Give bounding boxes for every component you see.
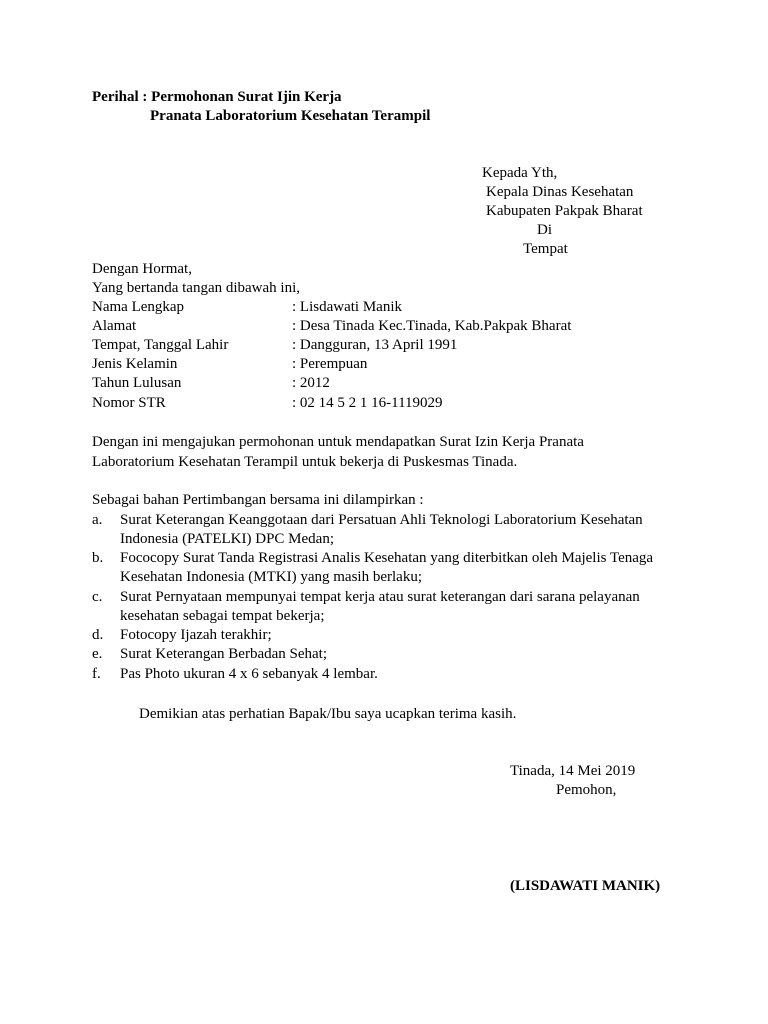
identity-value-graduation: : 2012: [292, 375, 330, 391]
attachment-text: kesehatan sebagai tempat bekerja;: [120, 608, 325, 624]
attachments-intro: Sebagai bahan Pertimbangan bersama ini dilampirkan :: [92, 492, 424, 508]
recipient-line-2: Kepala Dinas Kesehatan: [486, 184, 634, 200]
identity-label-gender: Jenis Kelamin: [92, 356, 178, 372]
attachment-text: Pas Photo ukuran 4 x 6 sebanyak 4 lembar.: [120, 666, 378, 682]
attachment-text: Surat Keterangan Keanggotaan dari Persatuan Ahli Teknologi Laboratorium Kesehatan: [120, 512, 643, 528]
request-line-2: Laboratorium Kesehatan Terampil untuk bekerja di Puskesmas Tinada.: [92, 454, 518, 470]
recipient-line-5: Tempat: [523, 241, 568, 257]
signature-name: (LISDAWATI MANIK): [510, 878, 661, 894]
attachment-marker: c.: [92, 589, 103, 605]
identity-label-address: Alamat: [92, 318, 137, 334]
identity-value-name: : Lisdawati Manik: [292, 299, 402, 315]
closing-text: Demikian atas perhatian Bapak/Ibu saya ucapkan terima kasih.: [139, 706, 517, 722]
identity-value-address: : Desa Tinada Kec.Tinada, Kab.Pakpak Bharat: [292, 318, 572, 334]
identity-value-str: : 02 14 5 2 1 16-1119029: [292, 395, 443, 411]
signature-place-date: Tinada, 14 Mei 2019: [510, 763, 636, 779]
recipient-line-3: Kabupaten Pakpak Bharat: [486, 203, 643, 219]
signature-role: Pemohon,: [556, 782, 617, 798]
attachment-text: Indonesia (PATELKI) DPC Medan;: [120, 531, 335, 547]
greeting: Dengan Hormat,: [92, 261, 192, 277]
attachment-marker: f.: [92, 666, 101, 682]
attachment-marker: a.: [92, 512, 103, 528]
identity-value-gender: : Perempuan: [292, 356, 368, 372]
subject-line-2: Pranata Laboratorium Kesehatan Terampil: [150, 108, 431, 124]
request-line-1: Dengan ini mengajukan permohonan untuk mendapatkan Surat Izin Kerja Pranata: [92, 434, 584, 450]
identity-value-birth: : Dangguran, 13 April 1991: [292, 337, 458, 353]
identity-label-birth: Tempat, Tanggal Lahir: [92, 337, 229, 353]
identity-label-name: Nama Lengkap: [92, 299, 185, 315]
subject-line-1: Perihal : Permohonan Surat Ijin Kerja: [92, 89, 342, 105]
identity-label-str: Nomor STR: [92, 395, 166, 411]
intro-text: Yang bertanda tangan dibawah ini,: [92, 280, 301, 296]
attachment-text: Kesehatan Indonesia (MTKI) yang masih berlaku;: [120, 569, 422, 585]
attachment-text: Surat Pernyataan mempunyai tempat kerja atau surat keterangan dari sarana pelayanan: [120, 589, 640, 605]
attachment-marker: d.: [92, 627, 104, 643]
recipient-line-1: Kepada Yth,: [482, 165, 558, 181]
attachment-text: Fotocopy Ijazah terakhir;: [120, 627, 272, 643]
attachment-marker: b.: [92, 550, 104, 566]
attachment-text: Fococopy Surat Tanda Registrasi Analis Kesehatan yang diterbitkan oleh Majelis Tenaga: [120, 550, 654, 566]
recipient-line-4: Di: [537, 222, 552, 238]
identity-label-graduation: Tahun Lulusan: [92, 375, 182, 391]
attachment-marker: e.: [92, 646, 103, 662]
attachment-text: Surat Keterangan Berbadan Sehat;: [120, 646, 328, 662]
